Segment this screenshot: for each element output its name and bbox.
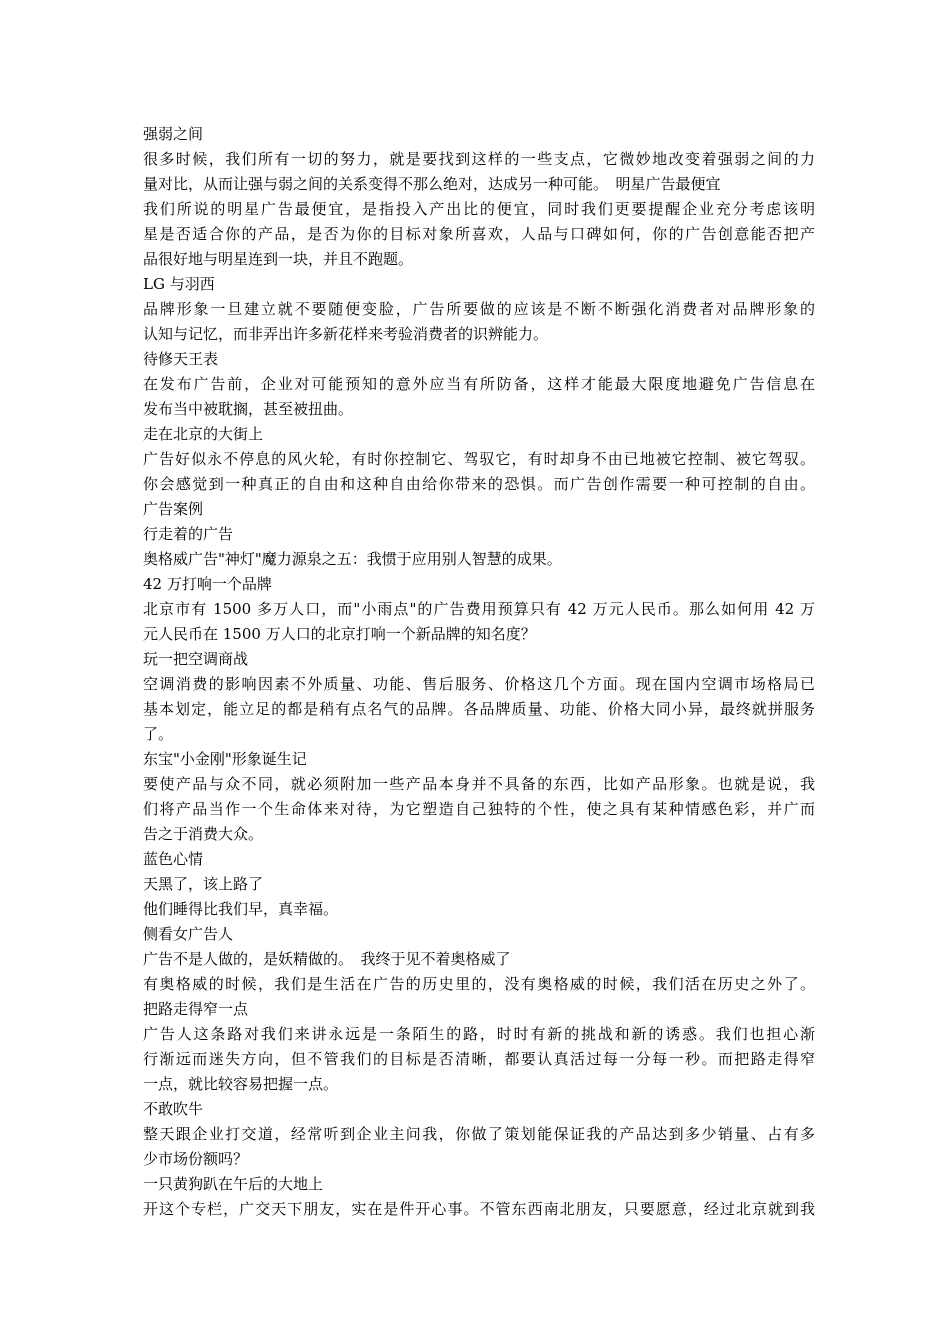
- text-line: 开这个专栏，广交天下朋友，实在是件开心事。不管东西南北朋友，只要愿意，经过北京就到我: [143, 1200, 815, 1218]
- text-line: 行渐远而迷失方向，但不管我们的目标是否清晰，都要认真活过每一分每一秒。而把路走得窄: [143, 1050, 815, 1068]
- text-line: 他们睡得比我们早，真幸福。: [143, 900, 339, 918]
- text-line: 广告案例: [143, 500, 204, 518]
- text-line: 一只黄狗趴在午后的大地上: [143, 1175, 324, 1193]
- text-line: 东宝"小金刚"形象诞生记: [143, 750, 307, 768]
- text-line: 天黑了，该上路了: [143, 875, 264, 893]
- text-line: 不敢吹牛: [143, 1100, 204, 1118]
- text-line: 品牌形象一旦建立就不要随便变脸，广告所要做的应该是不断不断强化消费者对品牌形象的: [143, 300, 815, 318]
- text-line: 很多时候，我们所有一切的努力，就是要找到这样的一些支点，它微妙地改变着强弱之间的力: [143, 150, 815, 168]
- text-line: 量对比，从而让强与弱之间的关系变得不那么绝对，达成另一种可能。 明星广告最便宜: [143, 175, 721, 193]
- text-line: 一点，就比较容易把握一点。: [143, 1075, 339, 1093]
- text-line: 强弱之间: [143, 125, 204, 143]
- text-line: 空调消费的影响因素不外质量、功能、售后服务、价格这几个方面。现在国内空调市场格局已: [143, 675, 815, 693]
- text-line: 行走着的广告: [143, 525, 234, 543]
- text-line: 玩一把空调商战: [143, 650, 249, 668]
- text-line: 品很好地与明星连到一块，并且不跑题。: [143, 250, 414, 268]
- text-line: 认知与记忆，而非弄出许多新花样来考验消费者的识辨能力。: [143, 325, 549, 343]
- text-line: 广告好似永不停息的风火轮，有时你控制它、驾驭它，有时却身不由已地被它控制、被它驾驭。: [143, 450, 815, 468]
- text-line: 42 万打响一个品牌: [143, 575, 272, 593]
- text-line: 你会感觉到一种真正的自由和这种自由给你带来的恐惧。而广告创作需要一种可控制的自由。: [143, 475, 815, 493]
- text-line: LG 与羽西: [143, 275, 215, 293]
- text-line: 发布当中被耽搁，甚至被扭曲。: [143, 400, 354, 418]
- document-body: [143, 122, 815, 1222]
- text-line: 北京市有 1500 多万人口，而"小雨点"的广告费用预算只有 42 万元人民币。那么如何用 42 万: [143, 600, 815, 618]
- text-line: 蓝色心情: [143, 850, 204, 868]
- text-line: 基本划定，能立足的都是稍有点名气的品牌。各品牌质量、功能、价格大同小异，最终就拼服务: [143, 700, 815, 718]
- text-line: 告之于消费大众。: [143, 825, 264, 843]
- text-line: 星是否适合你的产品，是否为你的目标对象所喜欢，人品与口碑如何，你的广告创意能否把产: [143, 225, 815, 243]
- text-line: 了。: [143, 725, 174, 743]
- text-line: 广告人这条路对我们来讲永远是一条陌生的路，时时有新的挑战和新的诱惑。我们也担心渐: [143, 1025, 815, 1043]
- text-line: 把路走得窄一点: [143, 1000, 249, 1018]
- text-line: 在发布广告前，企业对可能预知的意外应当有所防备，这样才能最大限度地避免广告信息在: [143, 375, 815, 393]
- text-line: 元人民币在 1500 万人口的北京打响一个新品牌的知名度？: [143, 625, 536, 643]
- text-line: 要使产品与众不同，就必须附加一些产品本身并不具备的东西，比如产品形象。也就是说，我: [143, 775, 815, 793]
- text-line: 整天跟企业打交道，经常听到企业主问我，你做了策划能保证我的产品达到多少销量、占有多: [143, 1125, 815, 1143]
- text-line: 们将产品当作一个生命体来对待，为它塑造自己独特的个性，使之具有某种情感色彩，并广而: [143, 800, 815, 818]
- text-line: 走在北京的大街上: [143, 425, 264, 443]
- text-line: 我们所说的明星广告最便宜，是指投入产出比的便宜，同时我们更要提醒企业充分考虑该明: [143, 200, 815, 218]
- text-line: 待修天王表: [143, 350, 219, 368]
- text-line: 少市场份额吗？: [143, 1150, 249, 1168]
- text-line: 侧看女广告人: [143, 925, 234, 943]
- text-line: 奥格威广告"神灯"魔力源泉之五：我惯于应用别人智慧的成果。: [143, 550, 562, 568]
- text-line: 有奥格威的时候，我们是生活在广告的历史里的，没有奥格威的时候，我们活在历史之外了。: [143, 975, 815, 993]
- text-line: 广告不是人做的，是妖精做的。 我终于见不着奥格威了: [143, 950, 511, 968]
